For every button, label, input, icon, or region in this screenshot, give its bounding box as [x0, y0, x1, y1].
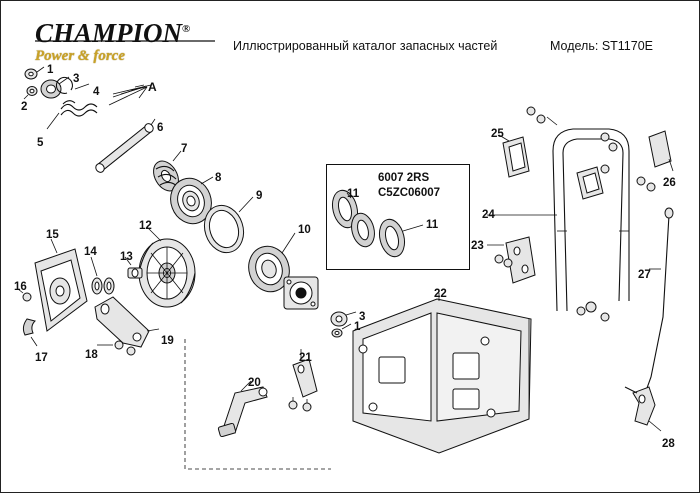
callout-8: 8 — [215, 172, 222, 184]
auger-shaft — [94, 119, 155, 174]
brand-registered-mark: ® — [182, 23, 191, 35]
callout-16: 16 — [14, 281, 27, 293]
handlebar-frame-24 — [487, 107, 673, 321]
main-frame-body-22 — [353, 293, 531, 453]
callout-6: 6 — [157, 122, 164, 134]
callout-23: 23 — [471, 240, 484, 252]
callout-12: 12 — [139, 220, 152, 232]
callout-14: 14 — [84, 246, 97, 258]
fastener-group-3-1 — [331, 312, 356, 337]
callout-15: 15 — [46, 229, 59, 241]
callout-20: 20 — [248, 377, 261, 389]
housing-plate-15 — [18, 239, 87, 346]
model-label: Модель: ST1170E — [550, 39, 654, 53]
callout-1: 1 — [47, 64, 54, 76]
callout-3: 3 — [73, 73, 80, 85]
crank-handle-20 — [218, 381, 267, 437]
callout-18: 18 — [85, 349, 98, 361]
impeller-gear-12 — [139, 227, 195, 307]
callout-21: 21 — [299, 352, 312, 364]
callout-13: 13 — [120, 251, 133, 263]
exploded-parts-diagram — [1, 1, 700, 493]
bearing-housing-block — [284, 277, 318, 309]
page-title: Иллюстрированный каталог запасных частей — [233, 39, 498, 53]
callout-17: 17 — [35, 352, 48, 364]
lever-arm-19 — [95, 297, 159, 355]
callout-3-lower: 3 — [359, 311, 366, 323]
callout-2: 2 — [21, 101, 28, 113]
direction-arrow-label: A — [148, 80, 157, 94]
brand-name-text: CHAMPION — [35, 18, 183, 48]
bearing-code-line1: 6007 2RS — [378, 172, 430, 184]
mount-bracket-23 — [487, 237, 535, 283]
bearing-11-right — [376, 217, 423, 260]
callout-24: 24 — [482, 209, 495, 221]
callout-11-right: 11 — [426, 219, 439, 231]
callout-28: 28 — [662, 438, 675, 450]
washer-stack-14 — [91, 257, 114, 294]
brand-tagline: Power & force — [35, 48, 125, 64]
callout-27: 27 — [638, 269, 651, 281]
callout-22: 22 — [434, 288, 447, 300]
direction-arrow-a — [109, 85, 151, 105]
callout-5: 5 — [37, 137, 44, 149]
callout-25: 25 — [491, 128, 504, 140]
callout-1-lower: 1 — [354, 321, 361, 333]
callout-10: 10 — [298, 224, 311, 236]
bearing-code-line2: C5ZC06007 — [378, 187, 441, 199]
callout-11-left: 11 — [347, 188, 360, 200]
callout-4: 4 — [93, 86, 100, 98]
callout-26: 26 — [663, 177, 676, 189]
callout-7: 7 — [181, 143, 188, 155]
callout-9: 9 — [256, 190, 263, 202]
callout-19: 19 — [161, 335, 174, 347]
control-rod-27 — [625, 208, 673, 431]
fastener-group-topleft — [24, 67, 155, 174]
